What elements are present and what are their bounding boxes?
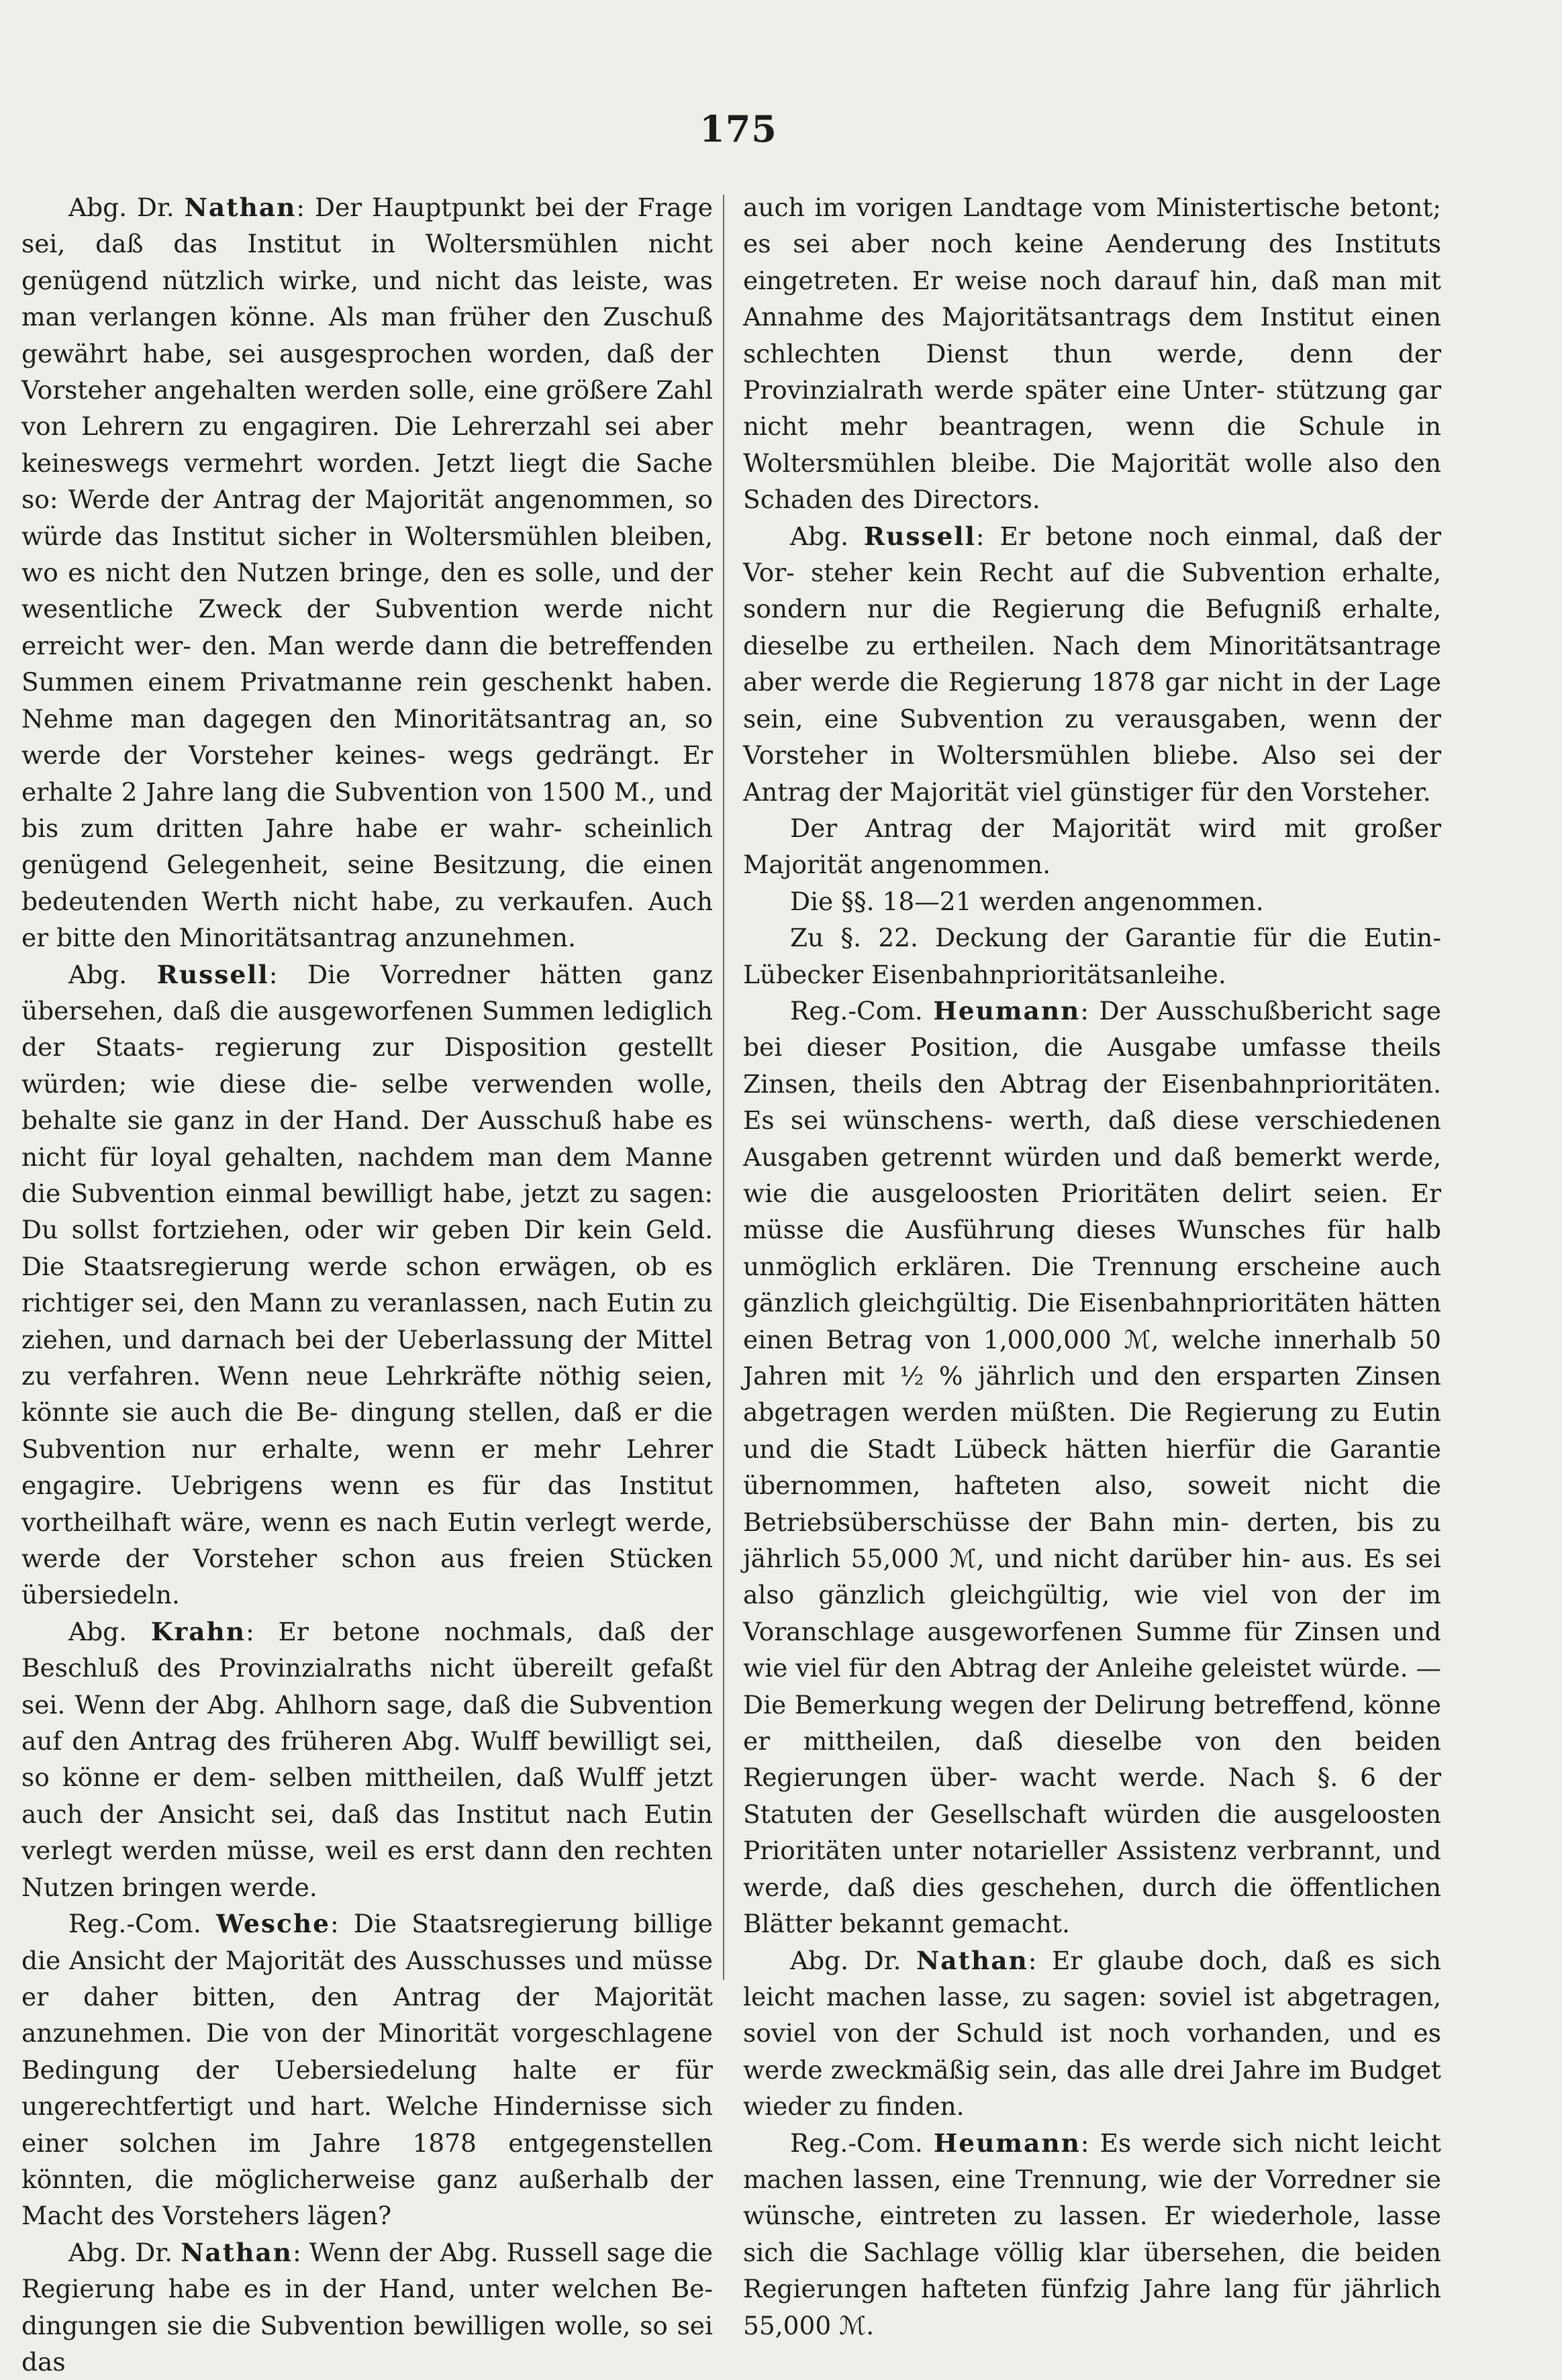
speaker-prefix: Abg.: [68, 959, 157, 989]
paragraph-text: : Die Staatsregierung billige die Ansicht der Majorität des Ausschusses und müsse er daher bitten, den Antrag der Majorität anzunehmen. Die von der Minorität vorgeschlagene Bedingung der Uebersiedelung halte er für ungerechtfertigt und hart. Welche Hindernisse sich einer solchen im Jahre 1878 entgegenstellen könnten, die möglicherweise ganz außerhalb der Macht des Vorstehers lägen?: [21, 1909, 713, 2231]
paragraph-text: Die §§. 18—21 werden angenommen.: [790, 886, 1264, 916]
speaker-prefix: Abg. Dr.: [790, 1945, 917, 1975]
paragraph-text: Zu §. 22. Deckung der Garantie für die Eutin- Lübecker Eisenbahnprioritätsanleihe.: [743, 923, 1441, 989]
paragraph-text: : Es werde sich nicht leicht machen lassen, eine Trennung, wie der Vorredner sie wünsche, eintreten zu lassen. Er wiederhole, lasse sich die Sachlage völlig klar übersehen, die beiden Regierungen hafteten fünfzig Jahre lang für jährlich 55,000 ℳ.: [743, 2128, 1441, 2340]
speaker-name: Heumann: [933, 2128, 1081, 2158]
paragraph: [743, 2125, 1441, 2344]
speaker-name: Krahn: [150, 1616, 246, 1646]
paragraph: [21, 189, 713, 956]
speaker-name: Russell: [863, 521, 976, 551]
speaker-prefix: Abg.: [68, 1616, 151, 1646]
speaker-name: Nathan: [916, 1945, 1028, 1975]
paragraph: [743, 518, 1441, 810]
speaker-name: Nathan: [181, 2237, 293, 2267]
column-divider: [723, 195, 724, 1980]
paragraph: [21, 956, 713, 1614]
paragraph-text: : Der Ausschußbericht sage bei dieser Position, die Ausgabe umfasse theils Zinsen, theils den Abtrag der Eisenbahnprioritäten. Es sei wünschens- werth, daß diese verschiedenen Ausgaben getrennt würden und daß bemerkt werde, wie die ausgeloosten Prioritäten delirt seien. Er müsse die Ausführung dieses Wunsches für halb unmöglich erklären. Die Trennung erscheine auch gänzlich gleichgültig. Die Eisenbahnprioritäten hätten einen Betrag von 1,000,000 ℳ, welche innerhalb 50 Jahren mit ½ % jährlich und den ersparten Zinsen abgetragen werden müßten. Die Regierung zu Eutin und die Stadt Lübeck hätten hierfür die Garantie übernommen, hafteten also, soweit nicht die Betriebsüberschüsse der Bahn min- derten, bis zu jährlich 55,000 ℳ, und nicht darüber hin- aus. Es sei also gänzlich gleichgültig, wie viel von der im Voranschlage ausgeworfenen Summe für Zinsen und wie viel für den Abtrag der Anleihe geleistet würde. — Die Bemerkung wegen der Delirung betreffend, könne er mittheilen, daß dieselbe von den beiden Regierungen über- wacht werde. Nach §. 6 der Statuten der Gesellschaft würden die ausgeloosten Prioritäten unter notarieller Assistenz verbrannt, und werde, daß dies geschehen, durch die öffentlichen Blätter bekannt gemacht.: [743, 995, 1441, 1939]
speaker-prefix: Abg. Dr.: [68, 193, 185, 222]
paragraph-text: : Er glaube doch, daß es sich leicht machen lasse, zu sagen: soviel ist abgetragen, soviel von der Schuld ist noch vorhanden, und es werde zweckmäßig sein, das alle drei Jahre im Budget wieder zu finden.: [743, 1945, 1441, 2122]
speaker-name: Wesche: [215, 1909, 330, 1939]
paragraph-text: : Der Hauptpunkt bei der Frage sei, daß das Institut in Woltersmühlen nicht genügend nützlich wirke, und nicht das leiste, was man verlangen könne. Als man früher den Zuschuß gewährt habe, sei ausgesprochen worden, daß der Vorsteher angehalten werden solle, eine größere Zahl von Lehrern zu engagiren. Die Lehrerzahl sei aber keineswegs vermehrt worden. Jetzt liegt die Sache so: Werde der Antrag der Majorität angenommen, so würde das Institut sicher in Woltersmühlen bleiben, wo es nicht den Nutzen bringe, den es solle, und der wesentliche Zweck der Subvention werde nicht erreicht wer- den. Man werde dann die betreffenden Summen einem Privatmanne rein geschenkt haben. Nehme man dagegen den Minoritätsantrag an, so werde der Vorsteher keines- wegs gedrängt. Er erhalte 2 Jahre lang die Subvention von 1500 M., und bis zum dritten Jahre habe er wahr- scheinlich genügend Gelegenheit, seine Besitzung, die einen bedeutenden Werth nicht habe, zu verkaufen. Auch er bitte den Minoritätsantrag anzunehmen.: [21, 193, 713, 953]
speaker-prefix: Abg.: [790, 521, 864, 551]
speaker-prefix: Reg.-Com.: [790, 2128, 934, 2158]
right-column: [743, 189, 1441, 2344]
paragraph-text: : Er betone noch einmal, daß der Vor- steher kein Recht auf die Subvention erhalte, sondern nur die Regierung die Befugniß erhalte, dieselbe zu ertheilen. Nach dem Minoritätsantrage aber werde die Regierung 1878 gar nicht in der Lage sein, eine Subvention zu verausgaben, wenn der Vorsteher in Woltersmühlen bliebe. Also sei der Antrag der Majorität viel günstiger für den Vorsteher.: [743, 521, 1441, 807]
paragraph: [743, 883, 1441, 920]
left-column: [21, 189, 713, 2380]
paragraph: [743, 993, 1441, 1942]
paragraph: [743, 1942, 1441, 2125]
page-number: 175: [699, 107, 777, 150]
paragraph: [21, 2234, 713, 2380]
paragraph: [743, 810, 1441, 883]
paragraph: [743, 920, 1441, 993]
paragraph-text: : Wenn der Abg. Russell sage die Regierung habe es in der Hand, unter welchen Be- dingungen sie die Subvention bewilligen wolle, so sei das: [21, 2237, 713, 2377]
speaker-name: Russell: [156, 959, 269, 989]
paragraph: [743, 189, 1441, 518]
paragraph-text: : Er betone nochmals, daß der Beschluß des Provinzialraths nicht übereilt gefaßt sei. Wenn der Abg. Ahlhorn sage, daß die Subvention auf den Antrag des früheren Abg. Wulff bewilligt sei, so könne er dem- selben mittheilen, daß Wulff jetzt auch der Ansicht sei, daß das Institut nach Eutin verlegt werden müsse, weil es erst dann den rechten Nutzen bringen werde.: [21, 1616, 713, 1902]
speaker-name: Nathan: [184, 193, 297, 222]
speaker-prefix: Abg. Dr.: [68, 2237, 181, 2267]
paragraph-text: auch im vorigen Landtage vom Ministertische betont; es sei aber noch keine Aenderung des Instituts eingetreten. Er weise noch darauf hin, daß man mit Annahme des Majoritätsantrags dem Institut einen schlechten Dienst thun werde, denn der Provinzialrath werde später eine Unter- stützung gar nicht mehr beantragen, wenn die Schule in Woltersmühlen bleibe. Die Majorität wolle also den Schaden des Directors.: [743, 193, 1441, 515]
paragraph-text: : Die Vorredner hätten ganz übersehen, daß die ausgeworfenen Summen lediglich der Staats- regierung zur Disposition gestellt würden; wie diese die- selbe verwenden wolle, behalte sie ganz in der Hand. Der Ausschuß habe es nicht für loyal gehalten, nachdem man dem Manne die Subvention einmal bewilligt habe, jetzt zu sagen: Du sollst fortziehen, oder wir geben Dir kein Geld. Die Staatsregierung werde schon erwägen, ob es richtiger sei, den Mann zu veranlassen, nach Eutin zu ziehen, und darnach bei der Ueberlassung der Mittel zu verfahren. Wenn neue Lehrkräfte nöthig seien, könnte sie auch die Be- dingung stellen, daß er die Subvention nur erhalte, wenn er mehr Lehrer engagire. Uebrigens wenn es für das Institut vortheilhaft wäre, wenn es nach Eutin verlegt werde, werde der Vorsteher schon aus freien Stücken übersiedeln.: [21, 959, 713, 1610]
speaker-prefix: Reg.-Com.: [790, 995, 934, 1026]
paragraph-text: Der Antrag der Majorität wird mit großer Majorität angenommen.: [743, 813, 1441, 880]
speaker-prefix: Reg.-Com.: [68, 1909, 216, 1939]
paragraph: [21, 1905, 713, 2234]
paragraph: [21, 1614, 713, 1905]
speaker-name: Heumann: [933, 995, 1081, 1026]
